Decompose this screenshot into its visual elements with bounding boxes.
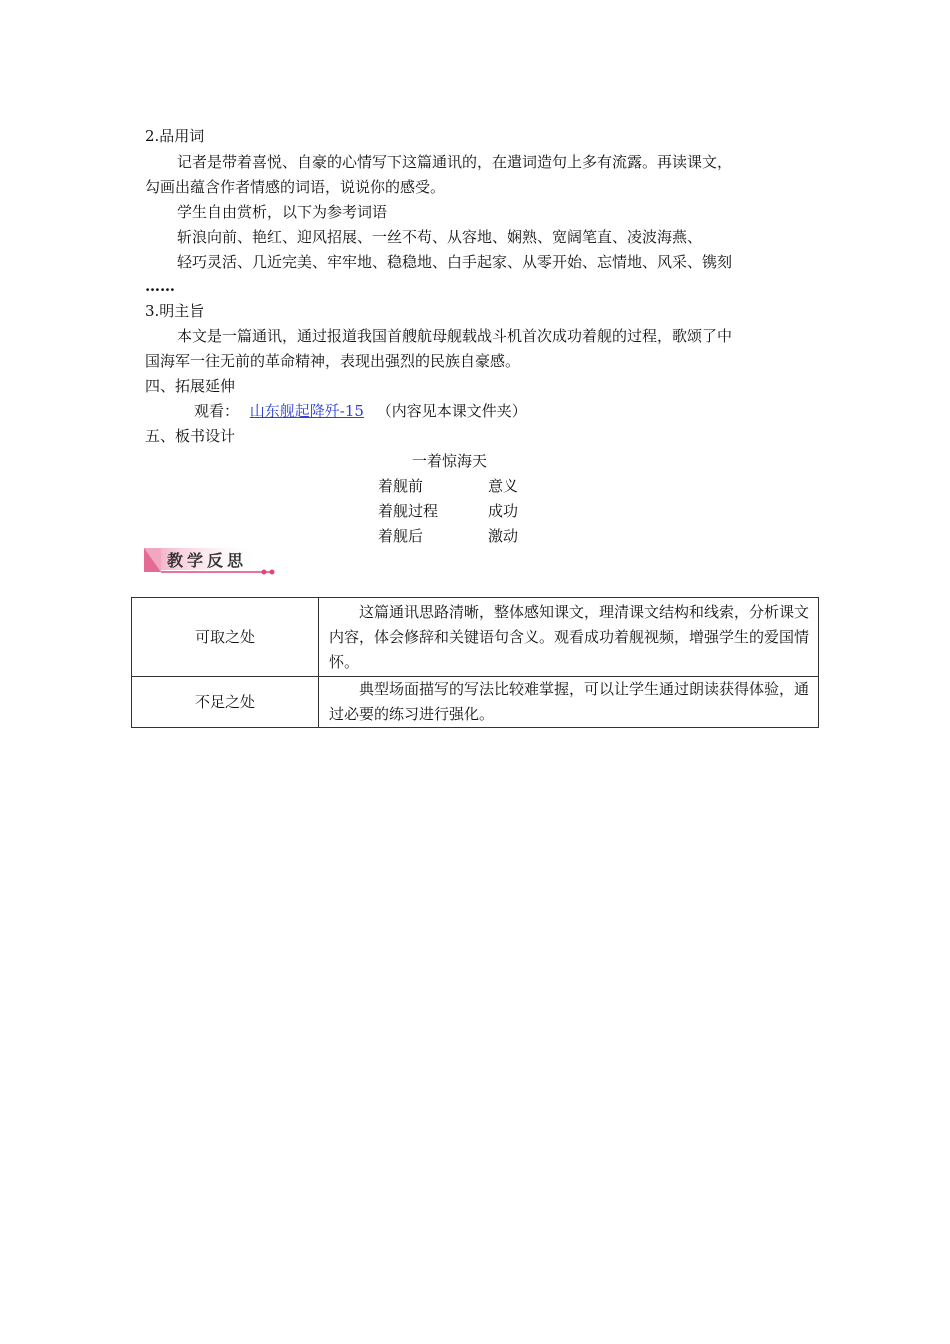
section-heading-theme: 3.明主旨 xyxy=(145,302,205,320)
reflection-title: 教学反思 xyxy=(167,551,248,570)
board-row-left: 着舰后 xyxy=(378,527,424,545)
paragraph-line: 学生自由赏析，以下为参考词语 xyxy=(177,203,388,221)
ellipsis: …… xyxy=(145,277,175,295)
table-label-strengths: 可取之处 xyxy=(132,598,319,677)
board-title: 一着惊海天 xyxy=(412,452,488,470)
section-heading-board-design: 五、板书设计 xyxy=(145,427,236,445)
section-heading-extension: 四、拓展延伸 xyxy=(145,377,236,395)
table-row xyxy=(132,677,819,728)
board-row-right: 成功 xyxy=(488,502,519,520)
word-list-line: 轻巧灵活、几近完美、牢牢地、稳稳地、白手起家、从零开始、忘情地、风采、镌刻 xyxy=(177,253,733,271)
board-row-left: 着舰过程 xyxy=(378,502,439,520)
folder-note: （内容见本课文件夹） xyxy=(376,402,527,420)
paragraph-line: 国海军一往无前的革命精神，表现出强烈的民族自豪感。 xyxy=(145,352,521,370)
paragraph-line: 本文是一篇通讯，通过报道我国首艘航母舰载战斗机首次成功着舰的过程，歌颂了中 xyxy=(177,327,733,345)
paragraph-line: 记者是带着喜悦、自豪的心情写下这篇通讯的，在遣词造句上多有流露。再读课文， xyxy=(177,153,733,171)
table-content-strengths: 这篇通讯思路清晰，整体感知课文，理清课文结构和线索，分析课文内容，体会修辞和关键语句含义。观看成功着舰视频，增强学生的爱国情怀。 xyxy=(319,598,819,677)
table-label-weaknesses: 不足之处 xyxy=(132,677,319,728)
watch-label: 观看： xyxy=(194,402,240,420)
watch-line xyxy=(194,401,527,421)
section-heading-word-usage: 2.品用词 xyxy=(145,127,205,145)
board-row-right: 意义 xyxy=(488,477,519,495)
video-link[interactable]: 山东舰起降歼-15 xyxy=(249,402,364,420)
paragraph-line: 勾画出蕴含作者情感的词语，说说你的感受。 xyxy=(145,178,446,196)
reflection-table xyxy=(131,597,819,728)
table-row xyxy=(132,598,819,677)
board-row-right: 激动 xyxy=(488,527,519,545)
board-row-left: 着舰前 xyxy=(378,477,424,495)
word-list-line: 斩浪向前、艳红、迎风招展、一丝不苟、从容地、娴熟、宽阔笔直、凌波海燕、 xyxy=(177,228,703,246)
reflection-banner xyxy=(143,546,283,576)
table-content-weaknesses: 典型场面描写的写法比较难掌握，可以让学生通过朗读获得体验，通过必要的练习进行强化。 xyxy=(319,677,819,728)
